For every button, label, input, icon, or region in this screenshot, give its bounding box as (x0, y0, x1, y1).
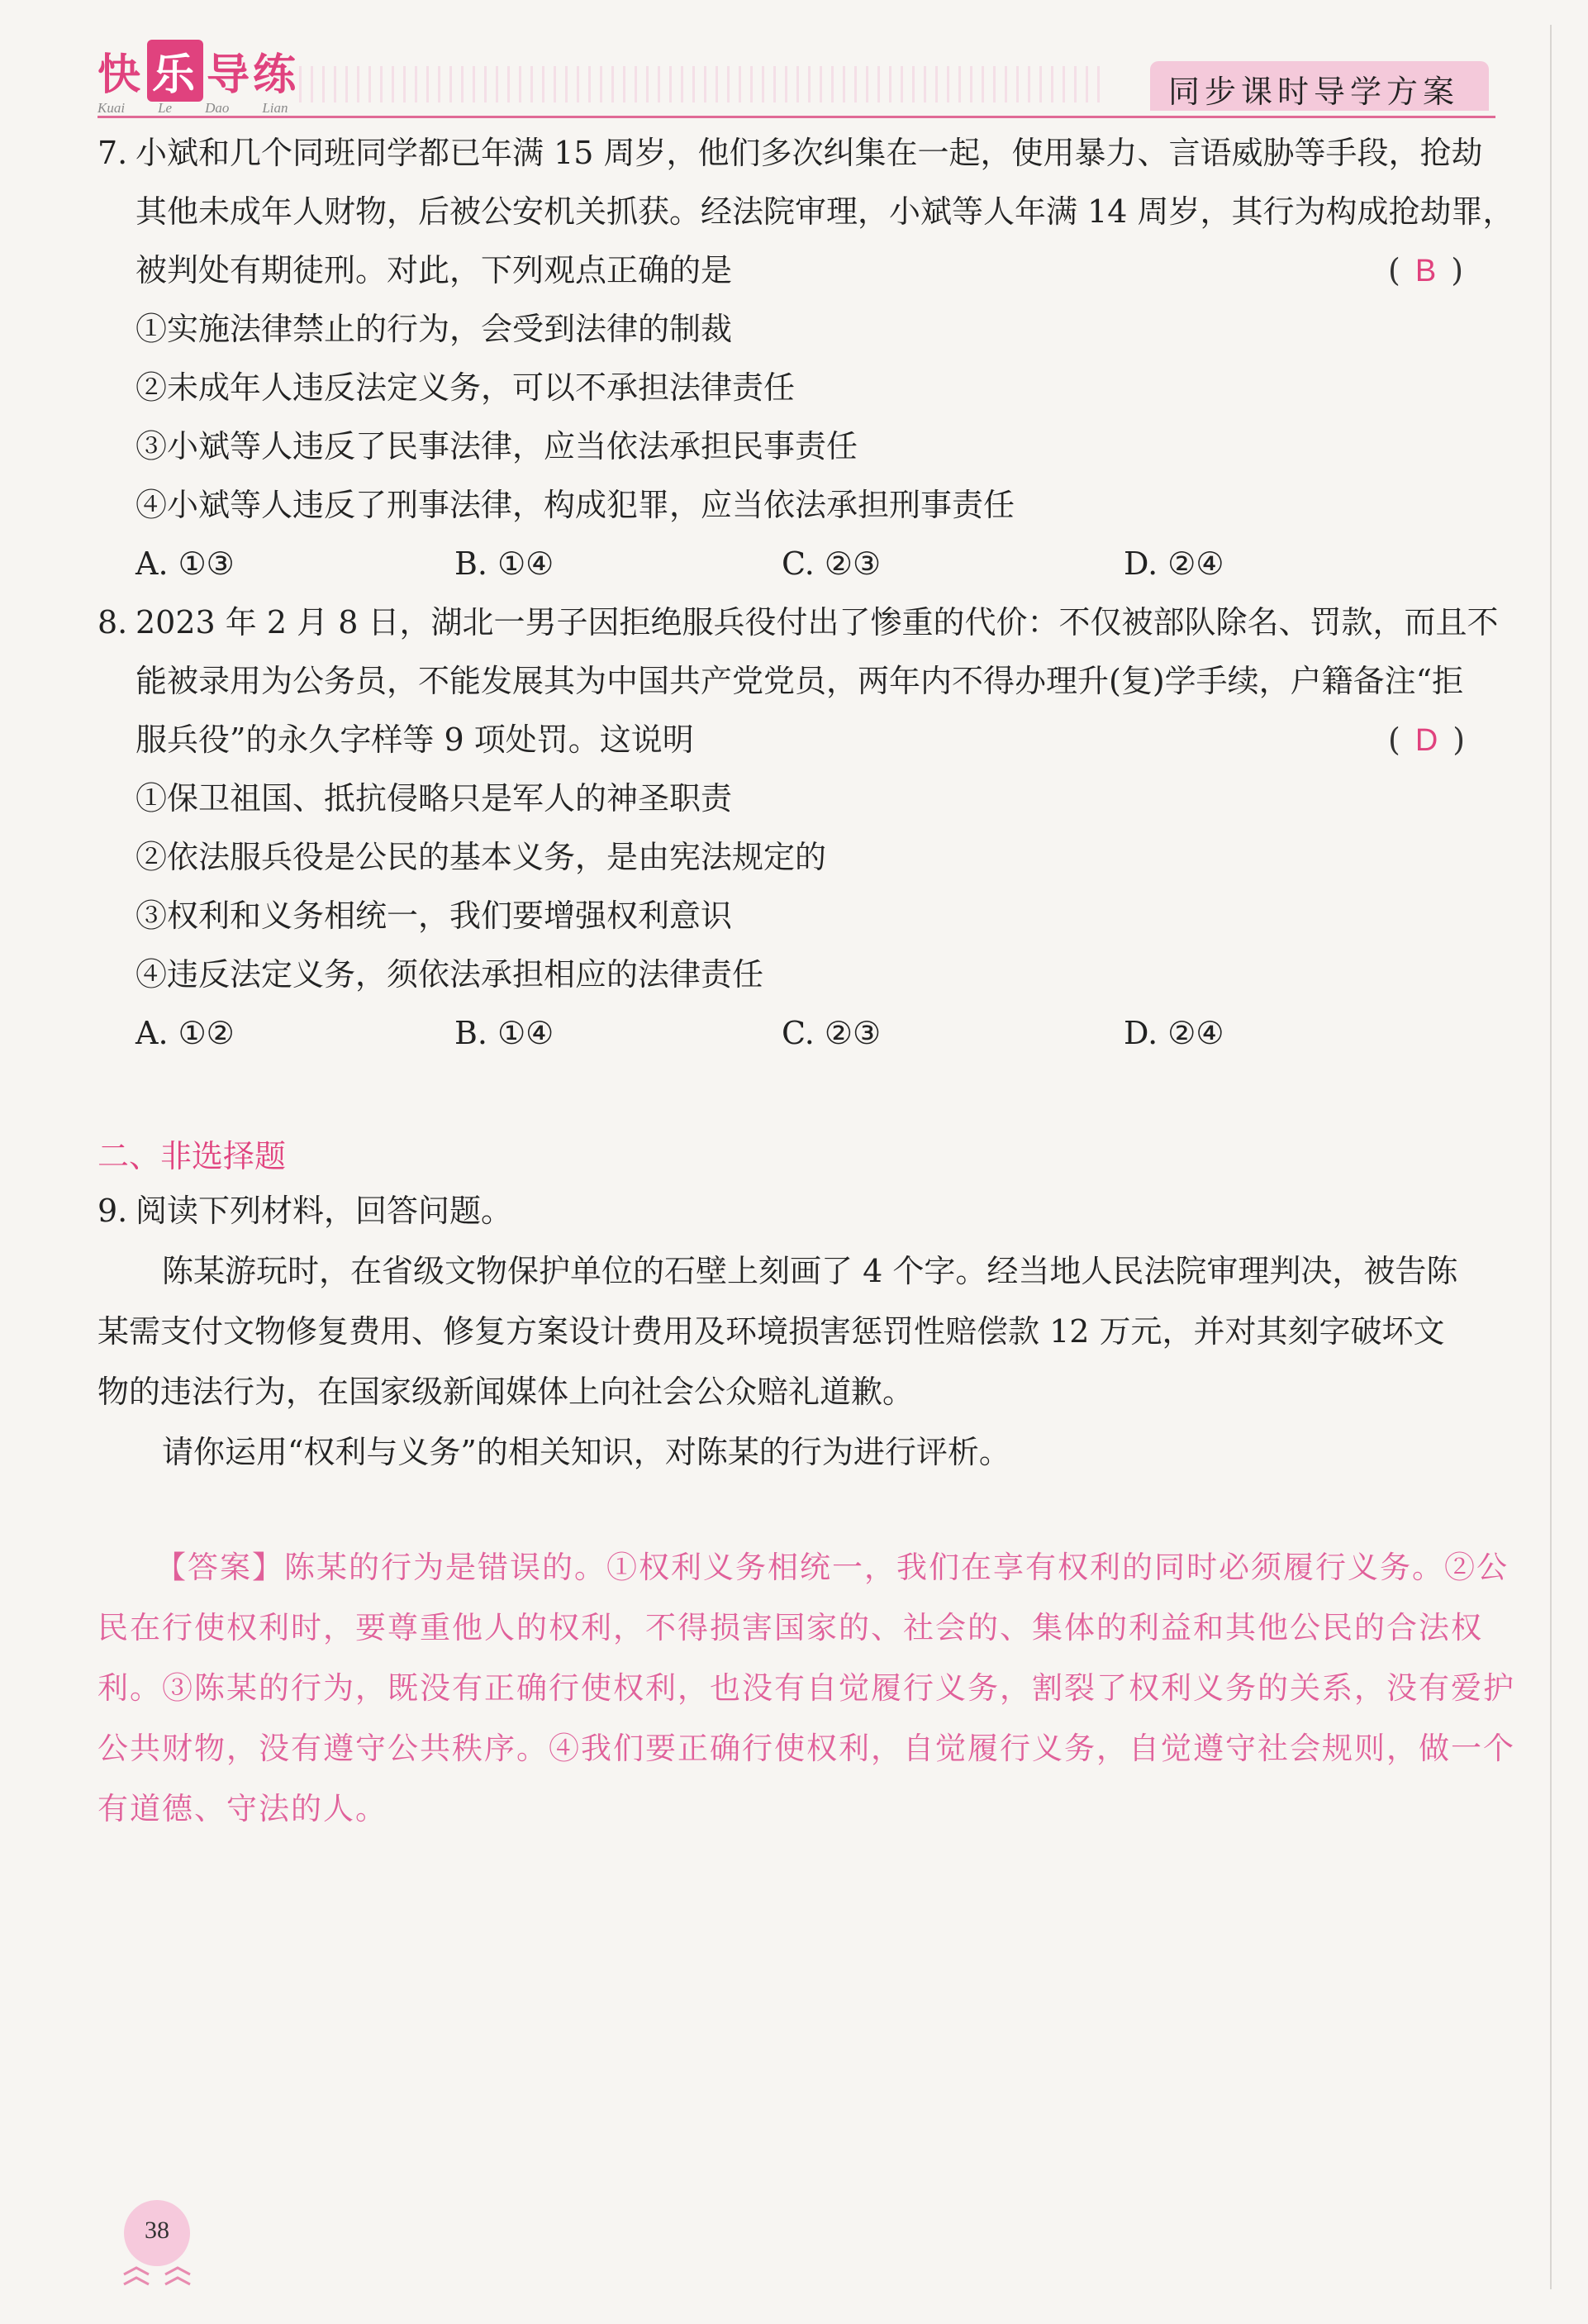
statement: ②依法服兵役是公民的基本义务，是由宪法规定的 (136, 839, 827, 875)
choice-option: D. ②④ (1124, 545, 1224, 582)
statement: ④违反法定义务，须依法承担相应的法律责任 (136, 956, 764, 993)
chevron-decoration-icon (116, 2264, 198, 2289)
answer-line: 利。③陈某的行为，既没有正确行使权利，也没有自觉履行义务，割裂了权利义务的关系，没有爱护 (97, 1670, 1515, 1706)
question-number: 8. (97, 604, 128, 641)
header-decoration (299, 66, 1109, 102)
page-number-badge (116, 2200, 198, 2283)
section-title: 二、非选择题 (97, 1138, 287, 1174)
brand-pinyin-word: Dao (205, 100, 230, 116)
brand-pinyin-word: Le (158, 100, 173, 116)
choice-answer: D (1414, 723, 1438, 758)
question-number: 7. (97, 135, 128, 171)
brand-logo (97, 40, 312, 119)
brand-pinyin (97, 100, 312, 117)
statement: ④小斌等人违反了刑事法律，构成犯罪，应当依法承担刑事责任 (136, 487, 1015, 523)
answer-line: 有道德、守法的人。 (97, 1791, 387, 1826)
brand-char: 乐 (147, 40, 203, 102)
choice-option: D. ②④ (1124, 1015, 1224, 1051)
brand-pinyin-word: Kuai (97, 100, 126, 116)
answer-bracket: ( D ) (1388, 721, 1466, 758)
question-stem-line: 服兵役”的永久字样等 9 项处罚。这说明 (136, 721, 694, 758)
page-edge-rule (1550, 25, 1552, 2289)
choice-option: C. ②③ (782, 1015, 882, 1051)
answer-line: 民在行使权利时，要尊重他人的权利，不得损害国家的、社会的、集体的利益和其他公民的合法权 (97, 1610, 1483, 1645)
choice-option: C. ②③ (782, 545, 882, 582)
statement: ①实施法律禁止的行为，会受到法律的制裁 (136, 311, 733, 347)
statement: ①保卫祖国、抵抗侵略只是军人的神圣职责 (136, 780, 733, 817)
choice-option: A. ①② (136, 1015, 235, 1051)
series-title: 同步课时导学方案 (1168, 74, 1460, 110)
statement: ③小斌等人违反了民事法律，应当依法承担民事责任 (136, 428, 858, 464)
answer-line: 【答案】陈某的行为是错误的。①权利义务相统一，我们在享有权利的同时必须履行义务。②公 (155, 1550, 1509, 1585)
material-line: 陈某游玩时，在省级文物保护单位的石壁上刻画了 4 个字。经当地人民法院审理判决，被告陈 (162, 1253, 1458, 1289)
brand-char: 导 (207, 50, 254, 100)
question-stem-line: 被判处有期徒刑。对此，下列观点正确的是 (136, 252, 733, 288)
brand-pinyin-word: Lian (262, 100, 288, 116)
brand-char: 练 (253, 50, 300, 100)
material-line: 物的违法行为，在国家级新闻媒体上向社会公众赔礼道歉。 (97, 1374, 915, 1410)
choice-option: B. ①④ (454, 1015, 554, 1051)
page-number: 38 (145, 2217, 169, 2244)
answer-line: 公共财物，没有遵守公共秩序。④我们要正确行使权利，自觉履行义务，自觉遵守社会规则，做一个 (97, 1731, 1515, 1766)
question-stem-line: 能被录用为公务员，不能发展其为中国共产党党员，两年内不得办理升(复)学手续，户籍备注“拒 (136, 663, 1464, 699)
statement: ③权利和义务相统一，我们要增强权利意识 (136, 898, 733, 934)
choice-option: A. ①③ (136, 545, 235, 582)
question-stem-line: 2023 年 2 月 8 日，湖北一男子因拒绝服兵役付出了惨重的代价：不仅被部队除名、罚款，而且不 (136, 604, 1499, 641)
question-stem-line: 小斌和几个同班同学都已年满 15 周岁，他们多次纠集在一起，使用暴力、言语威胁等手段，抢劫 (136, 135, 1483, 171)
choice-option: B. ①④ (454, 545, 554, 582)
answer-bracket: ( B ) (1388, 252, 1464, 288)
question-stem-line: 其他未成年人财物，后被公安机关抓获。经法院审理，小斌等人年满 14 周岁，其行为构成抢劫罪， (136, 193, 1514, 230)
choice-answer: B (1414, 254, 1437, 288)
material-line: 某需支付文物修复费用、修复方案设计费用及环境损害惩罚性赔偿款 12 万元，并对其刻字破坏文 (97, 1313, 1445, 1350)
header-divider (97, 116, 1495, 118)
brand-logo-text (97, 40, 312, 102)
statement: ②未成年人违反法定义务，可以不承担法律责任 (136, 369, 796, 406)
question-task: 请你运用“权利与义务”的相关知识，对陈某的行为进行评析。 (162, 1434, 1010, 1470)
brand-char: 快 (97, 50, 145, 100)
question-prompt: 阅读下列材料，回答问题。 (136, 1193, 513, 1229)
question-number: 9. (97, 1193, 128, 1229)
